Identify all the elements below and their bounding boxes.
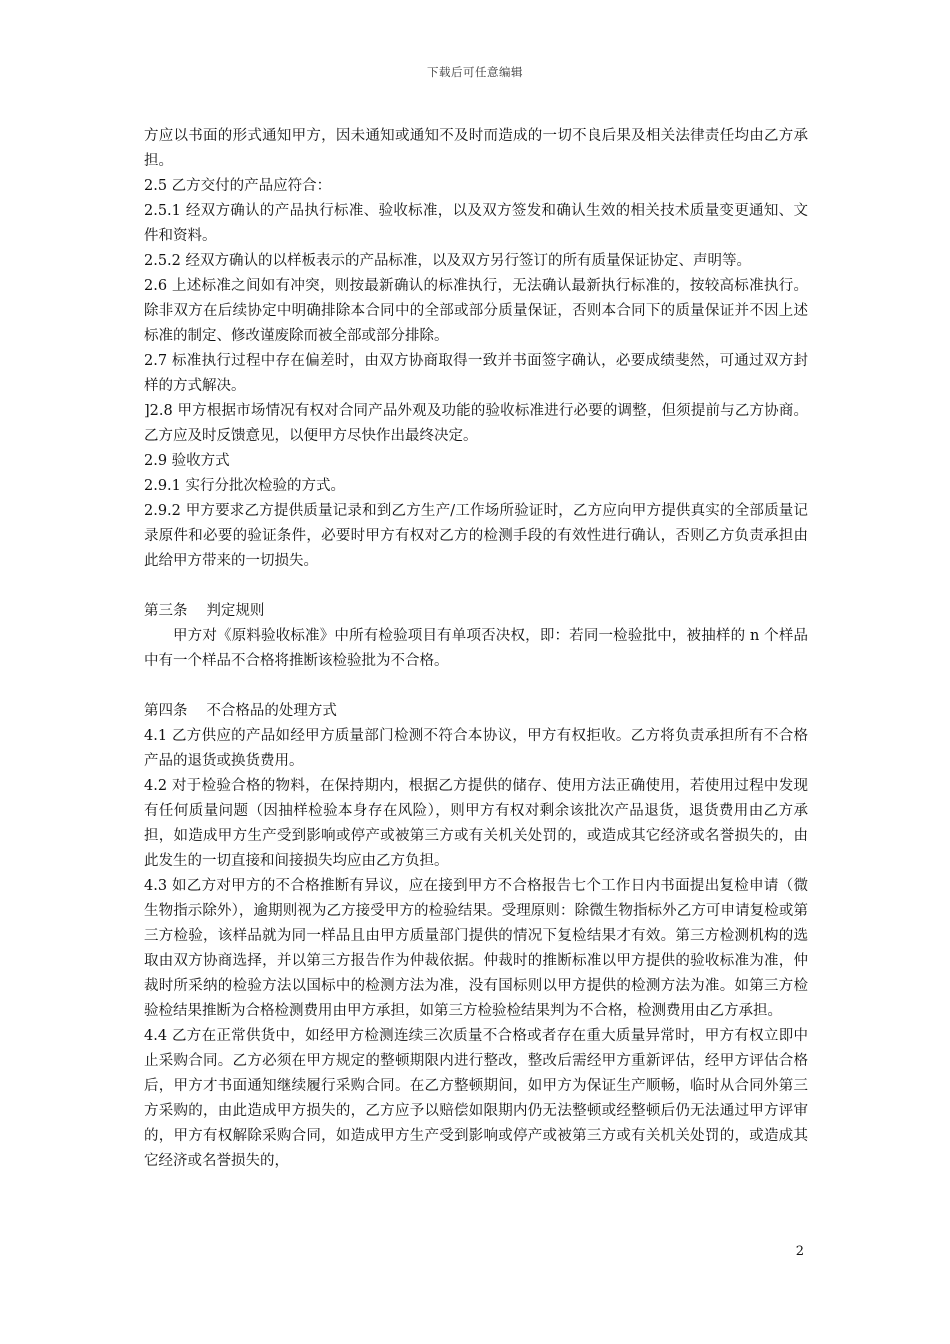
article-4-heading bbox=[144, 699, 808, 724]
clause-4-2: 4.2 对于检验合格的物料，在保持期内，根据乙方提供的储存、使用方法正确使用，若使用过程中发现有任何质量问题（因抽样检验本身存在风险），则甲方有权对剩余该批次产品退货，退货费用由乙方承担，如造成甲方生产受到影响或停产或被第三方或有关机关处罚的，或造成其它经济或名誉损失的，由此发生的一切直接和间接损失均应由乙方负担。 bbox=[144, 778, 808, 869]
spacer bbox=[144, 674, 808, 699]
clause-4-4: 4.4 乙方在正常供货中，如经甲方检测连续三次质量不合格或者存在重大质量异常时，甲方有权立即中止采购合同。乙方必须在甲方规定的整顿期限内进行整改，整改后需经甲方重新评估，经甲方评估合格后，甲方才书面通知继续履行采购合同。在乙方整顿期间，如甲方为保证生产顺畅，临时从合同外第三方采购的，由此造成甲方损失的，乙方应予以赔偿如限期内仍无法整顿或经整顿后仍无法通过甲方评审的，甲方有权解除采购合同，如造成甲方生产受到影响或停产或被第三方或有关机关处罚的，或造成其它经济或名誉损失的， bbox=[144, 1028, 808, 1169]
article-3-number: 第三条 bbox=[144, 603, 188, 619]
article-4-title: 不合格品的处理方式 bbox=[206, 703, 337, 719]
page-number: 2 bbox=[795, 1244, 804, 1259]
clause-2-6: 2.6 上述标准之间如有冲突，则按最新确认的标准执行，无法确认最新执行标准的，按较高标准执行。除非双方在后续协定中明确排除本合同中的全部或部分质量保证，否则本合同下的质量保证并不因上述标准的制定、修改谨废除而被全部或部分排除。 bbox=[144, 278, 808, 344]
paragraph: 方应以书面的形式通知甲方，因未通知或通知不及时而造成的一切不良后果及相关法律责任均由乙方承担。 bbox=[144, 128, 808, 169]
clause-2-8: ]2.8 甲方根据市场情况有权对合同产品外观及功能的验收标准进行必要的调整，但须提前与乙方协商。乙方应及时反馈意见，以便甲方尽快作出最终决定。 bbox=[144, 403, 808, 444]
article-3-body: 甲方对《原料验收标准》中所有检验项目有单项否决权，即：若同一检验批中，被抽样的 n 个样品中有一个样品不合格将推断该检验批为不合格。 bbox=[144, 628, 808, 669]
clause-4-3: 4.3 如乙方对甲方的不合格推断有异议，应在接到甲方不合格报告七个工作日内书面提出复检申请（微生物指示除外），逾期则视为乙方接受甲方的检验结果。受理原则：除微生物指标外乙方可申请复检或第三方检验，该样品就为同一样品且由甲方质量部门提供的情况下复检结果才有效。第三方检测机构的选取由双方协商选择，并以第三方报告作为仲裁依据。仲裁时的推断标准以甲方提供的验收标准为准，仲裁时所采纳的检验方法以国标中的检测方法为准，没有国标则以甲方提供的检测方法为准。如第三方检验检结果推断为合格检测费用由甲方承担，如第三方检验检结果判为不合格，检测费用由乙方承担。 bbox=[144, 878, 808, 1019]
article-4-number: 第四条 bbox=[144, 703, 188, 719]
clause-2-7: 2.7 标准执行过程中存在偏差时，由双方协商取得一致并书面签字确认，必要成绩斐然，可通过双方封样的方式解决。 bbox=[144, 353, 808, 394]
page-header: 下载后可任意编辑 bbox=[427, 65, 523, 79]
clause-2-5-2: 2.5.2 经双方确认的以样板表示的产品标准，以及双方另行签订的所有质量保证协定、声明等。 bbox=[144, 253, 751, 269]
clause-2-5: 2.5 乙方交付的产品应符合： bbox=[144, 178, 332, 194]
article-3-title: 判定规则 bbox=[206, 603, 265, 619]
clause-4-1: 4.1 乙方供应的产品如经甲方质量部门检测不符合本协议，甲方有权拒收。乙方将负责承担所有不合格产品的退货或换货费用。 bbox=[144, 728, 808, 769]
clause-2-9: 2.9 验收方式 bbox=[144, 453, 230, 469]
document-body bbox=[144, 124, 808, 1174]
clause-2-9-1: 2.9.1 实行分批次检验的方式。 bbox=[144, 478, 346, 494]
article-3-heading bbox=[144, 599, 808, 624]
clause-2-5-1: 2.5.1 经双方确认的产品执行标准、验收标准，以及双方签发和确认生效的相关技术质量变更通知、文件和资料。 bbox=[144, 203, 808, 244]
spacer bbox=[144, 574, 808, 599]
clause-2-9-2: 2.9.2 甲方要求乙方提供质量记录和到乙方生产/工作场所验证时，乙方应向甲方提供真实的全部质量记录原件和必要的验证条件，必要时甲方有权对乙方的检测手段的有效性进行确认，否则乙方负责承担由此给甲方带来的一切损失。 bbox=[144, 503, 808, 569]
